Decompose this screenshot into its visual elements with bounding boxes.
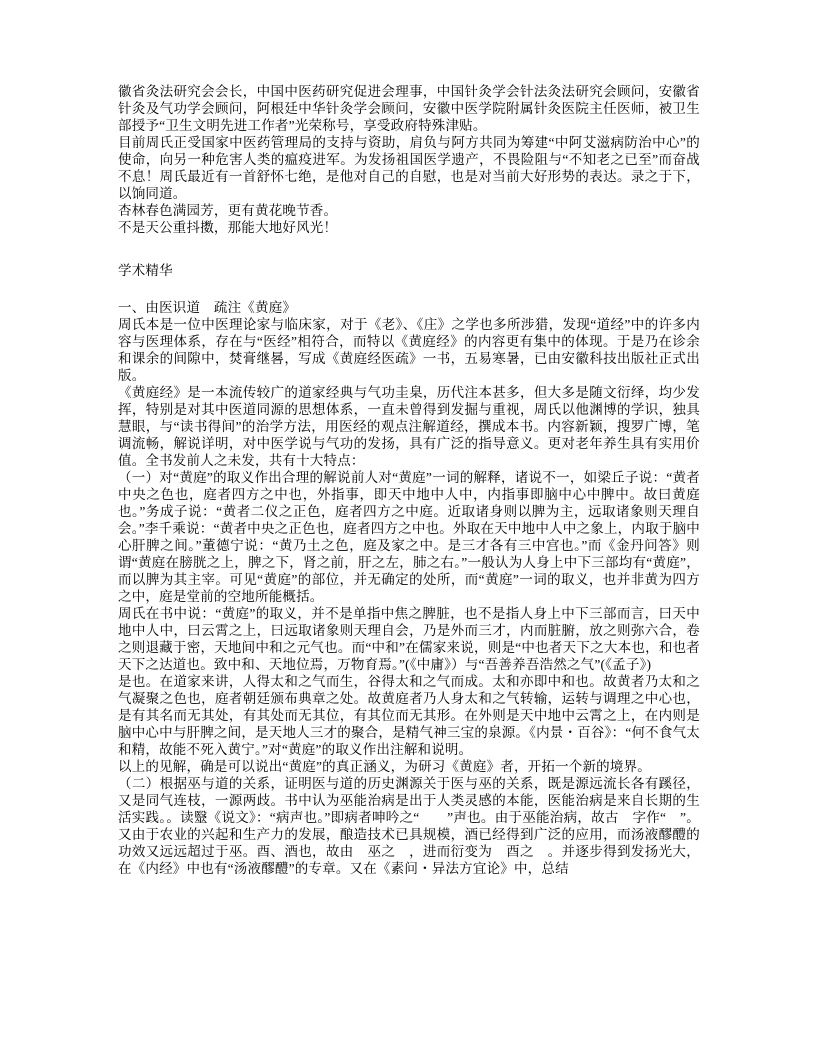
intro-paragraph: 目前周氏正受国家中医药管理局的支持与资助，肩负与阿方共同为筹建“中阿艾滋病防治中心”的使命，向另一种危害人类的瘟疫进军。为发扬祖国医学遗产，不畏险阻与“不知老之已至”而奋战不息！周氏最近有一首舒怀七绝，是他对自己的自慰，也是对当前大好形势的表达。录之于下，以饷同道。 [118,135,700,201]
subsection-heading: 一、由医识道 疏注《黄庭》 [118,300,297,315]
section-heading: 学术精华 [118,263,173,278]
body-paragraph-4: 周氏在书中说：“黄庭”的取义，并不是单指中焦之脾脏，也不是指人身上中下三部而言，曰天中地中人中，曰云霄之上，曰远取诸象则天理自会，乃是外而三才，内而脏腑，放之则弥六合，卷之则退藏于密，天地间中和之元气也。而“中和”在儒家来说，则是“中也者天下之大本也，和也者天下之达道也。致中和、天地位焉，万物育焉。”(《中庸》）与“吾善养吾浩然之气”(《孟子》) [118,606,700,672]
poem-line-1: 杏林春色满园芳，更有黄花晚节香。 [118,203,338,218]
poem-line-2: 不是天公重抖擞，那能大地好风光！ [118,220,338,235]
body-paragraph-7: （二）根据巫与道的关系，证明医与道的历史渊源关于医与巫的关系，既是源远流长各有蹊径，又是同气连枝，一源两歧。书中认为巫能治病是出于人类灵感的本能，医能治病是来自长期的生活实践。。读毉《说文》：“病声也。”即病者呻吟之“ ”声也。由于巫能治病，故古 字作“ ”。又由于农业的兴起和生产力的发展，酿造技术已具规模，酒已经得到广泛的应用，而汤液醪醴的功效又远远超过于巫。酉、酒也，故由 巫之 ，进而衍变为 酉之 。并逐步得到发扬光大，在《内经》中也有“汤液醪醴”的专章。又在《素问・异法方宜论》中，总结 [118,776,700,876]
body-paragraph-5: 是也。在道家来讲，人得太和之气而生，谷得太和之气而成。太和亦即中和也。故黄者乃太和之气凝聚之色也，庭者朝廷颁布典章之处。故黄庭者乃人身太和之气转输，运转与调理之中心也，是有其名而无其处，有其处而无其位，有其位而无其形。在外则是天中地中云霄之上，在内则是脑中心中与肝脾之间，是天地人三才的聚合，是精气神三宝的泉源。《内景・百谷》：“何不食气太和精，故能不死入黄宁。”对“黄庭”的取义作出注解和说明。 [118,674,700,757]
body-paragraph-1: 周氏本是一位中医理论家与临床家，对于《老》、《庄》之学也多所涉猎，发现“道经”中的许多内容与医理体系，存在与“医经”相符合，而特以《黄庭经》的内容更有集中的体现。于是乃在诊余和课余的间隙中，焚膏继晷，写成《黄庭经医疏》一书，五易寒暑，已由安徽科技出版社正式出版。 [118,317,700,383]
body-paragraph-2: 《黄庭经》是一本流传较广的道家经典与气功圭臬，历代注本甚多，但大多是随文衍绎，均少发挥，特别是对其中医道同源的思想体系，一直未曾得到发掘与重视，周氏以他渊博的学识，独具慧眼，与“读书得间”的治学方法，用医经的观点注解道经，撰成本书。内容新颖，搜罗广博，笔调流畅，解说详明，对中医学说与气功的发扬，具有广泛的指导意义。更对老年养生具有实用价值。全书发前人之未发，共有十大特点： [118,385,700,468]
body-paragraph-3: （一）对“黄庭”的取义作出合理的解说前人对“黄庭”一词的解释，诸说不一，如梁丘子说：“黄者中央之色也，庭者四方之中也，外指事，即天中地中人中，内指事即脑中心中脾中。故曰黄庭也。”务成子说：“黄者二仪之正色，庭者四方之中庭。近取诸身则以脾为主，远取诸象则天理自会。”李千乘说：“黄者中央之正色也，庭者四方之中也。外取在天中地中人中之象上，内取于脑中心肝脾之间。”董德宁说：“黄乃土之色，庭及家之中。是三才各有三中宫也。”而《金丹问答》则谓“黄庭在膀胱之上，脾之下，肾之前，肝之左，肺之右。”一般认为人身上中下三部均有“黄庭”，而以脾为其主宰。可见“黄庭”的部位，并无确定的处所，而“黄庭”一词的取义，也并非黄为四方之中，庭是堂前的空地所能概括。 [118,470,700,604]
continued-paragraph: 徽省灸法研究会会长，中国中医药研究促进会理事，中国针灸学会针法灸法研究会顾问，安徽省针灸及气功学会顾问，阿根廷中华针灸学会顾问，安徽中医学院附属针灸医院主任医师，被卫生部授予“卫生文明先进工作者”光荣称号，享受政府特殊津贴。 [118,84,700,133]
body-paragraph-6: 以上的见解，确是可以说出“黄庭”的真正涵义，为研习《黄庭》者，开拓一个新的境界。 [118,759,651,774]
